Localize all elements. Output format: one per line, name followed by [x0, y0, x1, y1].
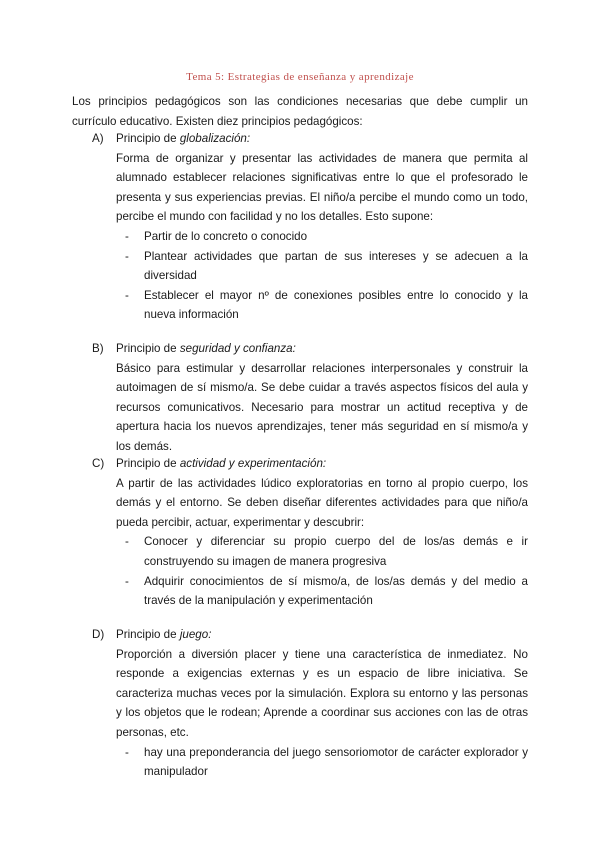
bullet-dash: -: [125, 229, 129, 243]
section-body: Proporción a diversión placer y tiene una característica de inmediatez. No responde a exigencias externas y es un espacio de libre iniciativa. Se caracteriza muchas veces por la simulación. Explora su entorno y las personas y los objetos que le rodean; Aprende a coordinar sus acciones con las de otras personas, etc.: [116, 647, 528, 739]
bullet-list: [116, 532, 528, 610]
bullet-dash: -: [125, 574, 129, 588]
section-prefix: Principio de: [116, 628, 177, 641]
list-item: [116, 247, 528, 286]
section-globalizacion: [92, 129, 528, 325]
section-prefix: Principio de: [116, 457, 177, 470]
document-title: Tema 5: Estrategias de enseñanza y aprendizaje: [186, 71, 414, 83]
section-letter: D): [92, 628, 105, 641]
section-actividad: [92, 454, 528, 611]
section-letter: A): [92, 132, 104, 145]
section-heading: [92, 454, 528, 474]
bullet-text: Plantear actividades que partan de sus intereses y se adecuen a la diversidad: [144, 249, 528, 283]
section-letter: C): [92, 457, 105, 470]
list-item: [116, 532, 528, 571]
bullet-list: [116, 743, 528, 782]
section-heading: [92, 339, 528, 359]
bullet-dash: -: [125, 745, 129, 759]
intro-paragraph: Los principios pedagógicos son las condiciones necesarias que debe cumplir un currículo educativo. Existen diez principios pedagógicos:: [72, 95, 528, 128]
section-name: juego:: [179, 628, 212, 641]
section-letter: B): [92, 342, 104, 355]
bullet-dash: -: [125, 249, 129, 263]
section-body: Forma de organizar y presentar las actividades de manera que permita al alumnado establecer relaciones significativas entre lo que el profesorado le presenta y sus experiencias previas. El niño/a percibe el mundo como un todo, percibe el mundo con facilidad y no los detalles. Esto supone:: [116, 151, 528, 224]
section-name: actividad y experimentación:: [179, 457, 327, 470]
section-juego: [92, 625, 528, 782]
section-name: globalización:: [179, 132, 251, 145]
bullet-text: Adquirir conocimientos de sí mismo/a, de los/as demás y del medio a través de la manipulación y experimentación: [144, 574, 528, 608]
list-item: [116, 572, 528, 611]
list-item: [116, 743, 528, 782]
list-item: [116, 227, 528, 247]
bullet-text: Establecer el mayor nº de conexiones posibles entre lo conocido y la nueva información: [144, 288, 528, 322]
section-prefix: Principio de: [116, 132, 177, 145]
section-heading: [92, 625, 528, 645]
section-seguridad: [92, 339, 528, 457]
section-body: Básico para estimular y desarrollar relaciones interpersonales y construir la autoimagen de sí mismo/a. Se debe cuidar a través aspectos físicos del aula y recursos comunicativos. Necesario para mostrar un actitud receptiva y de apertura hacia los nuevos aprendizajes, tener más seguridad en sí mismo/a y los demás.: [116, 361, 528, 453]
bullet-text: Partir de lo concreto o conocido: [144, 229, 308, 243]
section-prefix: Principio de: [116, 342, 177, 355]
section-name: seguridad y confianza:: [179, 342, 296, 355]
list-item: [116, 286, 528, 325]
bullet-text: Conocer y diferenciar su propio cuerpo del de los/as demás e ir construyendo su imagen de manera progresiva: [144, 535, 528, 568]
section-heading: [92, 129, 528, 149]
bullet-text: hay una preponderancia del juego sensoriomotor de carácter explorador y manipulador: [144, 745, 528, 779]
bullet-dash: -: [125, 288, 129, 302]
section-body: A partir de las actividades lúdico exploratorias en torno al propio cuerpo, los demás y el entorno. Se deben diseñar diferentes actividades para que niño/a pueda percibir, actuar, experimentar y descubrir:: [116, 476, 528, 529]
bullet-dash: -: [125, 535, 129, 549]
bullet-list: [116, 227, 528, 325]
